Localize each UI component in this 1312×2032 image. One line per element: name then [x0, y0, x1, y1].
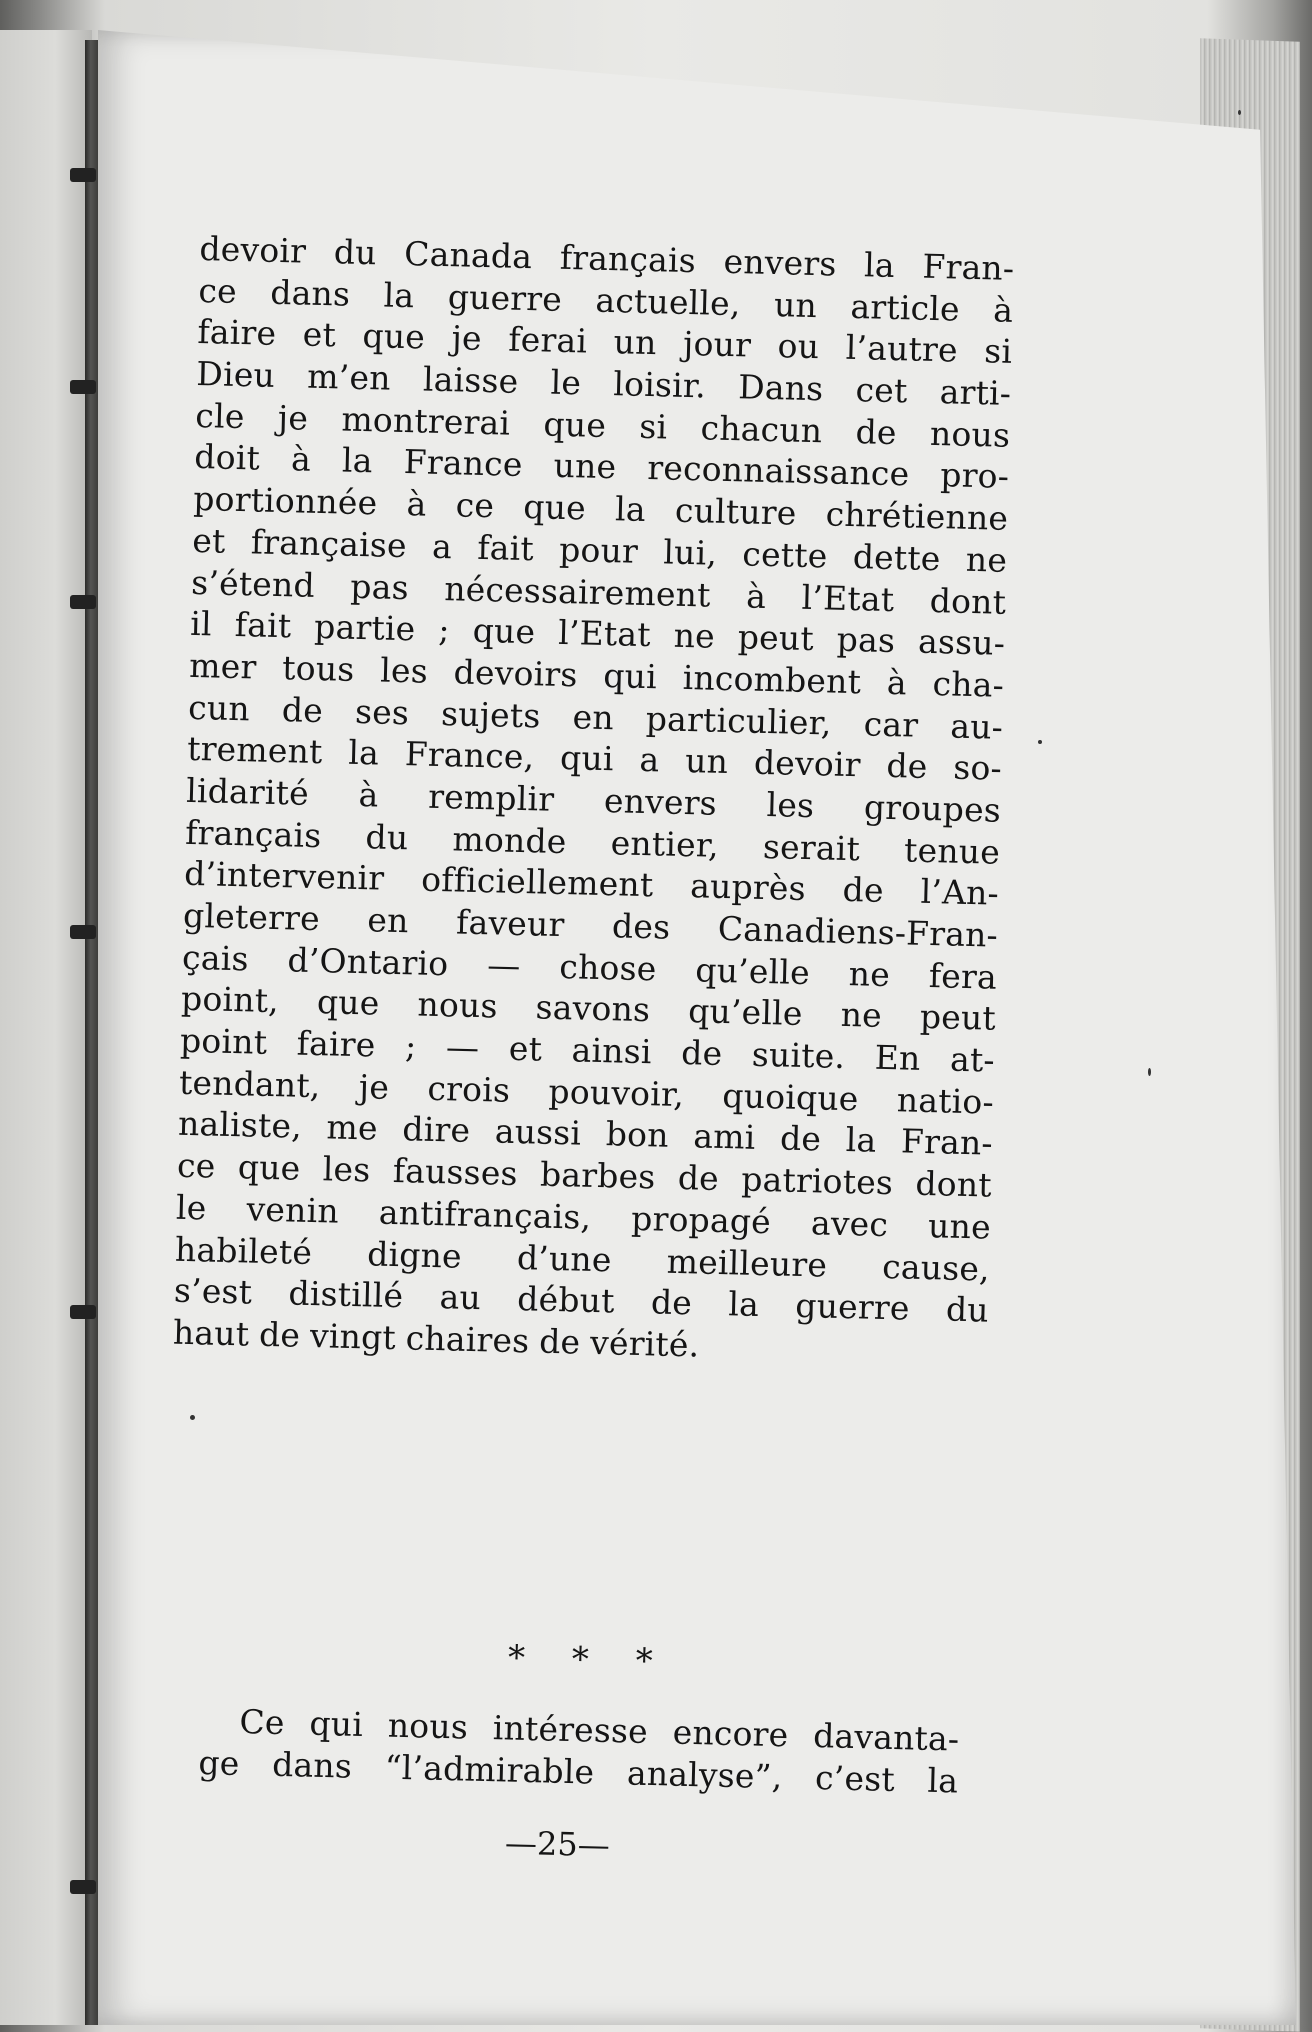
binding-stitch — [70, 595, 96, 609]
text-line: ce que les fausses barbes de patriotes dont — [176, 1145, 993, 1205]
text-line: point, que nous savons qu’elle ne peut — [180, 979, 997, 1039]
left-page-edge — [0, 30, 92, 2025]
text-line: haut de vingt chaires de vérité. — [172, 1312, 700, 1365]
text-line: devoir du Canada français envers la Fran- — [199, 228, 1015, 288]
text-line: ge dans “l’admirable analyse”, c’est la — [198, 1742, 959, 1801]
text-line: tendant, je crois pouvoir, quoique natio- — [178, 1062, 995, 1122]
text-line: point faire ; — et ainsi de suite. En at- — [179, 1020, 996, 1080]
text-line: ce dans la guerre actuelle, un article à — [198, 270, 1014, 330]
binding-stitch — [70, 1305, 96, 1319]
text-line: s’est distillé au début de la guerre du — [173, 1270, 990, 1330]
section-separator: * * * — [507, 1638, 672, 1682]
paper-speck — [1038, 740, 1042, 744]
page-number: —25— — [504, 1823, 611, 1865]
text-line: portionnée à ce que la culture chrétienne — [192, 479, 1009, 538]
text-line: s’étend pas nécessairement à l’Etat dont — [190, 562, 1007, 622]
text-line: d’intervenir officiellement auprès de l’An- — [183, 854, 1000, 914]
paper-speck — [1238, 110, 1241, 115]
paper-speck — [190, 1415, 195, 1420]
text-line: français du monde entier, serait tenue — [184, 812, 1001, 872]
main-paragraph — [173, 228, 1015, 1373]
text-line: Dieu m’en laisse le loisir. Dans cet arti- — [195, 354, 1012, 413]
book-spine — [85, 40, 99, 2025]
text-line: le venin antifrançais, propagé avec une — [175, 1187, 992, 1247]
text-line: doit à la France une reconnaissance pro- — [193, 437, 1010, 497]
text-line: faire et que je ferai un jour ou l’autre si — [196, 312, 1013, 372]
text-line: il fait partie ; que l’Etat ne peut pas assu- — [189, 604, 1006, 663]
binding-stitch — [70, 380, 96, 394]
text-line: cun de ses sujets en particulier, car au- — [187, 687, 1004, 747]
binding-stitch — [70, 1880, 96, 1894]
paper-speck — [1148, 1068, 1151, 1076]
text-line: lidarité à remplir envers les groupes — [185, 770, 1002, 830]
text-line: gleterre en faveur des Canadiens-Fran- — [182, 895, 999, 955]
text-line: Ce qui nous intéresse encore davanta- — [239, 1701, 960, 1759]
text-line: naliste, me dire aussi bon ami de la Fran- — [177, 1104, 994, 1164]
text-line: çais d’Ontario — chose qu’elle ne fera — [181, 937, 998, 997]
text-line: mer tous les devoirs qui incombent à cha- — [188, 645, 1005, 705]
text-line: habileté digne d’une meilleure cause, — [174, 1229, 991, 1289]
binding-stitch — [70, 168, 96, 182]
text-line: et française a fait pour lui, cette dette ne — [191, 520, 1008, 580]
text-line: trement la France, qui a un devoir de so- — [186, 729, 1003, 788]
text-line: cle je montrerai que si chacun de nous — [194, 395, 1011, 455]
binding-stitch — [70, 925, 96, 939]
